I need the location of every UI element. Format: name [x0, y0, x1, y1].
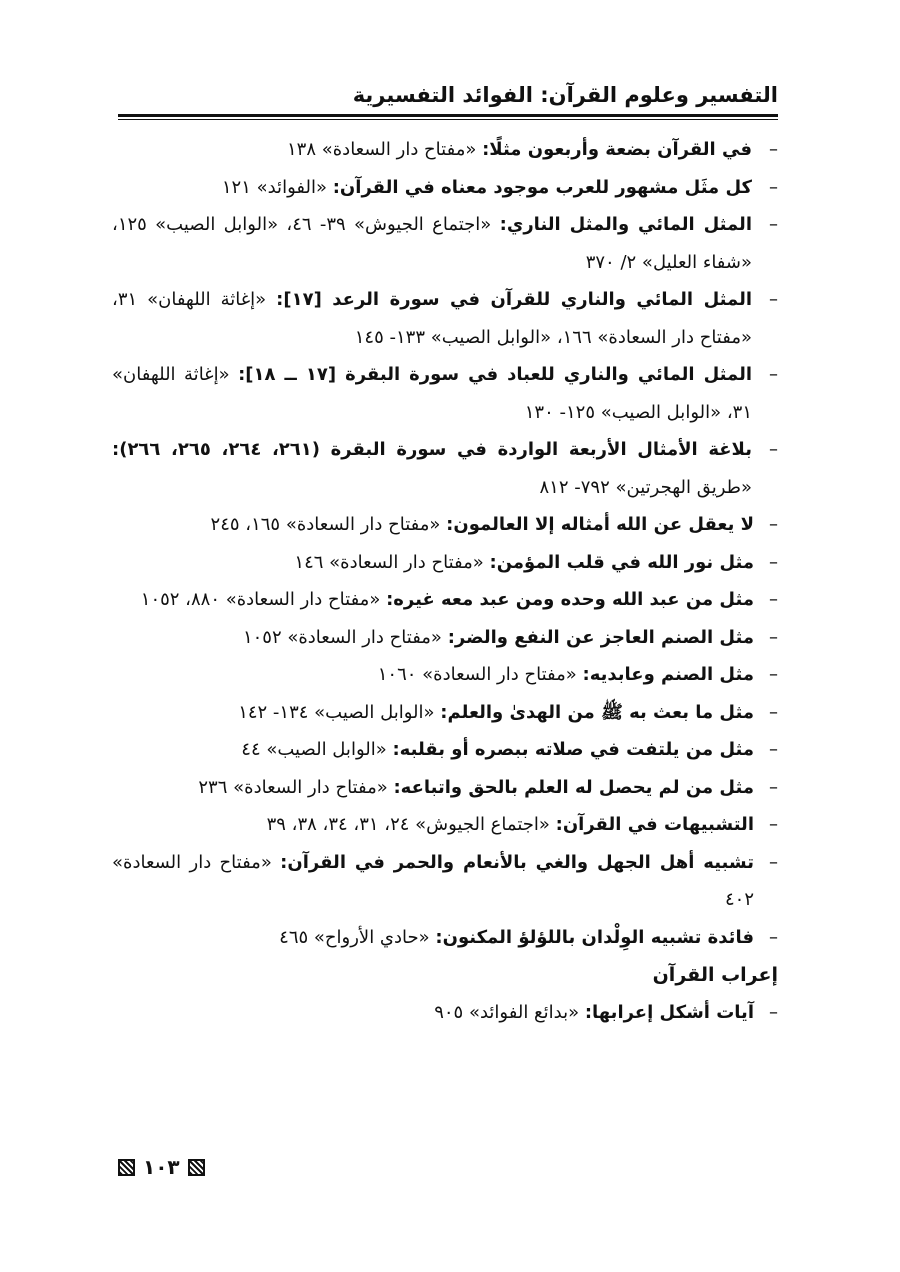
index-sub-entry: [112, 619, 780, 657]
running-header: [118, 78, 778, 120]
index-sub-entry: [112, 769, 780, 807]
entry-reference: «مفتاح دار السعادة» ١٤٦: [294, 551, 484, 573]
entry-reference: «مفتاح دار السعادة» ١٣٨: [287, 139, 477, 160]
index-entry: [112, 131, 780, 169]
section-heading: إعراب القرآن: [652, 964, 778, 986]
entry-topic: التشبيهات في القرآن:: [555, 814, 754, 835]
index-sub-entry: [112, 806, 780, 844]
entry-dash: –: [769, 551, 778, 573]
entry-reference: «الوابل الصيب» ١٣٤- ١٤٢: [238, 701, 435, 723]
entry-topic: مثل نور الله في قلب المؤمن:: [489, 551, 754, 573]
entry-reference: «إغاثة اللهفان» ٣١، «مفتاح دار السعادة» ١٦٦، «الوابل الصيب» ١٣٣- ١٤٥: [112, 289, 752, 348]
index-content: [112, 131, 780, 1032]
page-number: ١٠٣: [143, 1155, 180, 1179]
index-sub-entry: [112, 581, 780, 619]
entry-reference: «مفتاح دار السعادة» ٨٨٠، ١٠٥٢: [140, 589, 381, 610]
header-title: التفسير وعلوم القرآن: الفوائد التفسيرية: [352, 83, 778, 107]
index-sub-entry: [112, 544, 780, 582]
entry-reference: «طريق الهجرتين» ٧٩٢- ٨١٢: [539, 476, 752, 498]
entry-topic: المثل المائي والناري للقرآن في سورة الرعد [١٧]:: [276, 289, 752, 310]
entry-reference: «مفتاح دار السعادة» ١٦٥، ٢٤٥: [210, 514, 441, 535]
header-rule-thick: [118, 114, 778, 117]
entry-dash: –: [769, 514, 778, 535]
entry-reference: «مفتاح دار السعادة» ٢٣٦: [198, 776, 388, 798]
index-entry: [112, 356, 780, 431]
entry-reference: «بدائع الفوائد» ٩٠٥: [434, 1002, 580, 1023]
entry-dash: –: [769, 776, 778, 798]
entries-list: [112, 131, 780, 506]
index-sub-entry: [112, 919, 780, 957]
entry-topic: تشبيه أهل الجهل والغي بالأنعام والحمر في القرآن:: [280, 851, 754, 873]
index-entry: [112, 281, 780, 356]
entry-reference: «الفوائد» ١٢١: [221, 176, 327, 198]
section-entries-list: [112, 994, 780, 1032]
entry-topic: لا يعقل عن الله أمثاله إلا العالمون:: [446, 514, 754, 535]
entry-dash: –: [769, 926, 778, 948]
entry-reference: «مفتاح دار السعادة» ٤٠٢: [112, 851, 754, 910]
entry-dash: –: [769, 214, 778, 235]
entry-topic: بلاغة الأمثال الأربعة الواردة في سورة البقرة (٢٦١، ٢٦٤، ٢٦٥، ٢٦٦):: [112, 439, 752, 460]
ornament-icon: [118, 1159, 135, 1176]
entry-topic: المثل المائي والمثل الناري:: [499, 214, 752, 235]
entry-reference: «اجتماع الجيوش» ٣٩- ٤٦، «الوابل الصيب» ١٢٥، «شفاء العليل» ٢/ ٣٧٠: [112, 214, 752, 273]
index-entry: [112, 431, 780, 506]
entry-topic: مثل من لم يحصل له العلم بالحق واتباعه:: [393, 776, 754, 798]
index-entry: [112, 169, 780, 207]
entry-topic: آيات أشكل إعرابها:: [584, 1002, 754, 1023]
entry-topic: مثل ما بعث به ﷺ من الهدىٰ والعلم:: [440, 701, 754, 723]
entry-dash: –: [769, 851, 778, 873]
entry-reference: «مفتاح دار السعادة» ١٠٦٠: [377, 664, 577, 685]
entry-dash: –: [769, 176, 778, 198]
entry-dash: –: [769, 589, 778, 610]
index-sub-entry: [112, 506, 780, 544]
entry-topic: فائدة تشبيه الوِلْدان باللؤلؤ المكنون:: [435, 926, 754, 948]
index-entry: [112, 206, 780, 281]
index-sub-entry: [112, 656, 780, 694]
ornament-icon: [188, 1159, 205, 1176]
entry-topic: مثل الصنم العاجز عن النفع والضر:: [447, 626, 754, 648]
entry-dash: –: [769, 664, 778, 685]
page-footer: [118, 1155, 205, 1179]
entry-topic: مثل الصنم وعابديه:: [582, 664, 754, 685]
index-sub-entry: [112, 994, 780, 1032]
index-sub-entry: [112, 694, 780, 732]
entry-dash: –: [769, 364, 778, 385]
entry-dash: –: [769, 289, 778, 310]
entry-reference: «اجتماع الجيوش» ٢٤، ٣١، ٣٤، ٣٨، ٣٩: [266, 814, 550, 835]
entry-dash: –: [769, 701, 778, 723]
entry-dash: –: [769, 139, 778, 160]
header-rule-thin: [118, 119, 778, 120]
entry-topic: مثل من عبد الله وحده ومن عبد معه غيره:: [386, 589, 754, 610]
entry-dash: –: [769, 1002, 778, 1023]
entry-topic: كل مثَل مشهور للعرب موجود معناه في القرآن:: [332, 176, 752, 198]
entry-topic: مثل من يلتفت في صلاته ببصره أو بقلبه:: [392, 739, 754, 760]
entry-topic: في القرآن بضعة وأربعون مثلًا:: [482, 139, 752, 160]
entry-dash: –: [769, 626, 778, 648]
entry-reference: «مفتاح دار السعادة» ١٠٥٢: [242, 626, 442, 648]
entry-dash: –: [769, 814, 778, 835]
entry-dash: –: [769, 739, 778, 760]
index-sub-entry: [112, 731, 780, 769]
index-sub-entry: [112, 844, 780, 919]
entry-dash: –: [769, 439, 778, 460]
entry-reference: «إغاثة اللهفان» ٣١، «الوابل الصيب» ١٢٥- ١٣٠: [112, 364, 752, 423]
entry-reference: «الوابل الصيب» ٤٤: [241, 739, 387, 760]
entry-topic: المثل المائي والناري للعباد في سورة البقرة [١٧ ــ ١٨]:: [238, 364, 752, 385]
sub-entries-list: [112, 506, 780, 956]
entry-reference: «حادي الأرواح» ٤٦٥: [279, 926, 430, 948]
